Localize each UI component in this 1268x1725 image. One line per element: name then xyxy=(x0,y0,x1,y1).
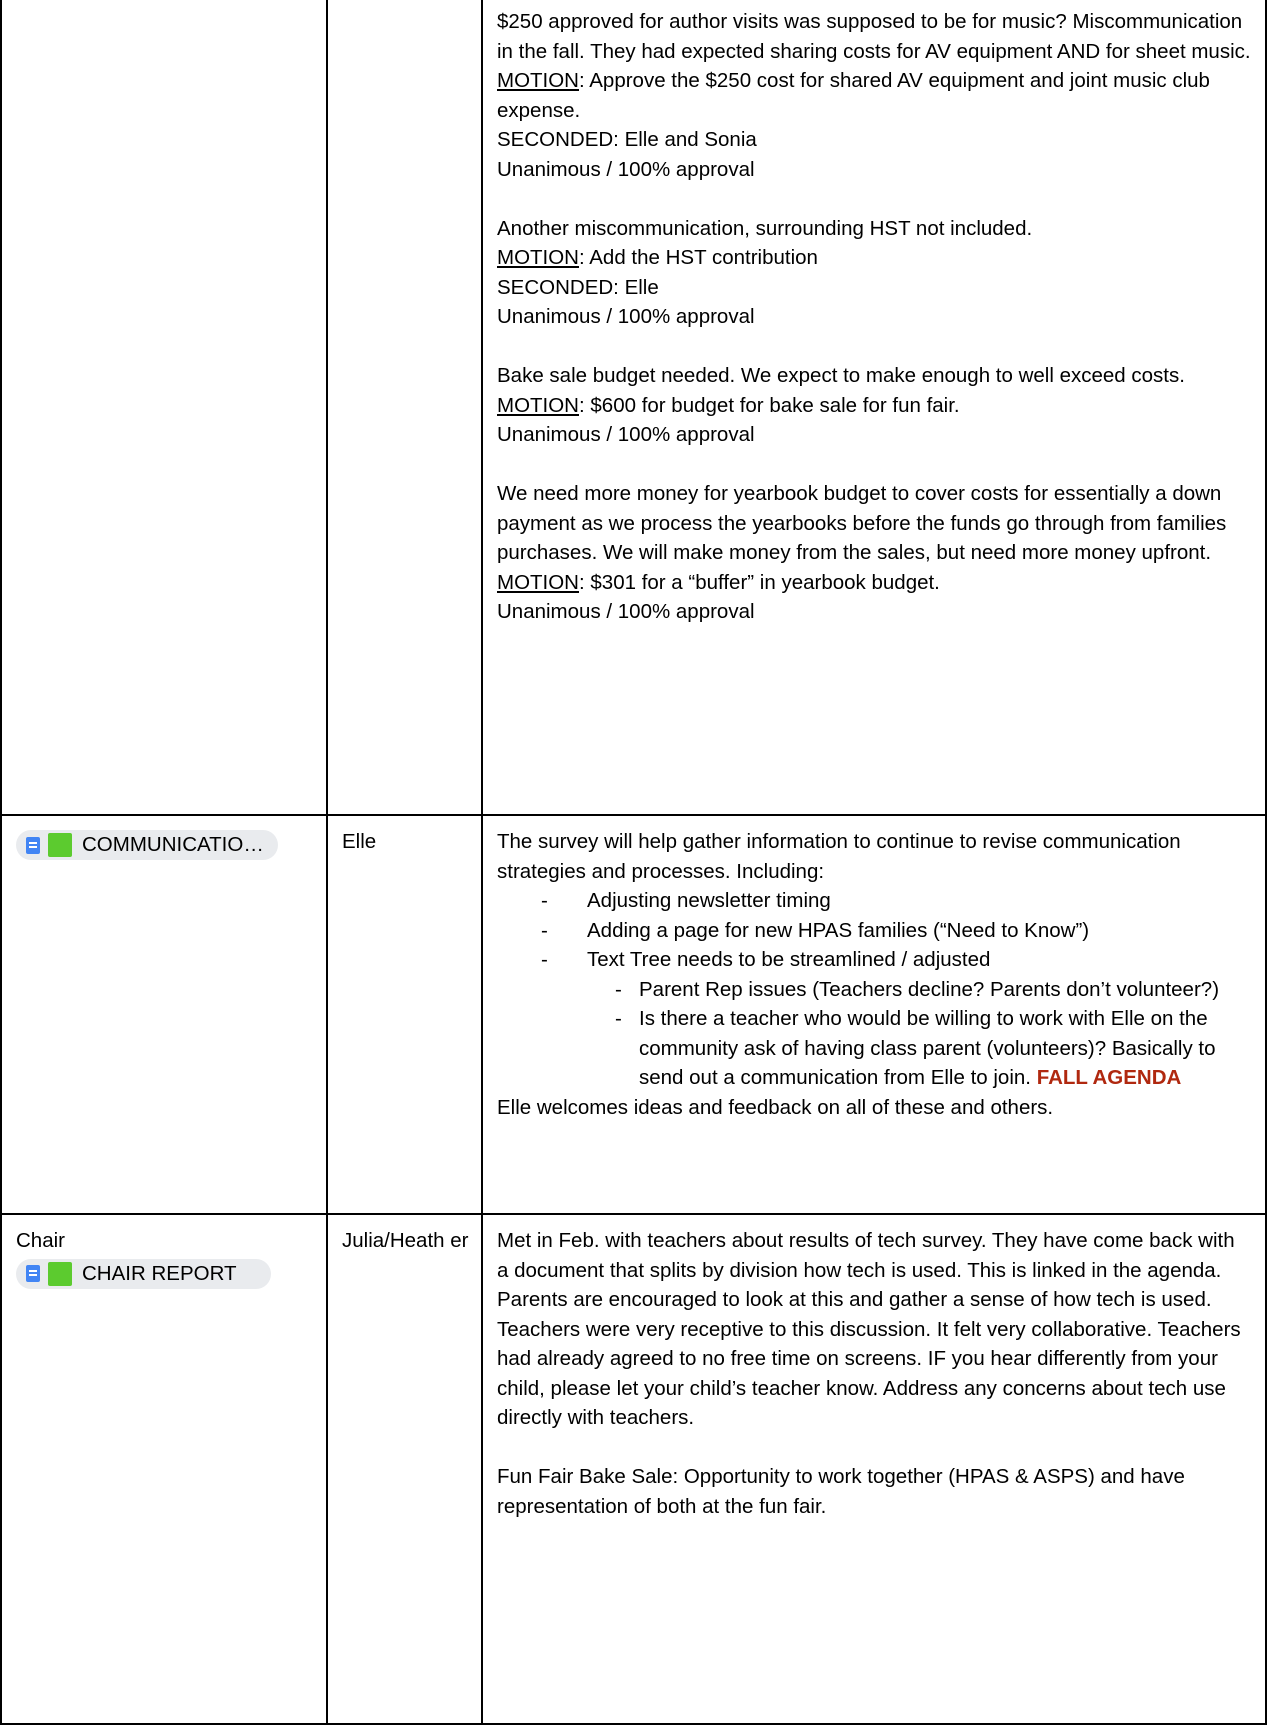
motion-label: MOTION xyxy=(497,570,579,594)
paragraph: Elle welcomes ideas and feedback on all of these and others. xyxy=(497,1095,1054,1119)
motion-line: MOTION: $600 for budget for bake sale for fun fair. xyxy=(497,393,960,417)
chip-label: COMMUNICATIO… xyxy=(82,833,264,857)
topic-label: Chair xyxy=(16,1229,65,1252)
presenter-name: Julia/Heath er xyxy=(342,1229,469,1252)
motion-label: MOTION xyxy=(497,393,579,417)
result-line: Unanimous / 100% approval xyxy=(497,305,755,328)
presenter-cell xyxy=(327,0,482,815)
topic-cell xyxy=(1,1214,327,1724)
seconded-line: SECONDED: Elle xyxy=(497,275,659,299)
list-item: - Text Tree needs to be streamlined / adjusted xyxy=(541,948,991,971)
presenter-cell xyxy=(327,1214,482,1724)
paragraph: Bake sale budget needed. We expect to make enough to well exceed costs. xyxy=(497,364,1185,387)
doc-icon xyxy=(26,837,40,854)
topic-cell xyxy=(1,0,327,815)
seconded-line: SECONDED: Elle and Sonia xyxy=(497,128,757,151)
presenter-cell xyxy=(327,815,482,1214)
result-line: Unanimous / 100% approval xyxy=(497,423,755,446)
table-row xyxy=(1,0,1266,815)
presenter-name: Elle xyxy=(342,830,377,853)
green-square-icon xyxy=(48,1262,72,1286)
communications-doc-chip[interactable] xyxy=(16,830,278,860)
list-item: - Adjusting newsletter timing xyxy=(541,889,831,912)
paragraph: Fun Fair Bake Sale: Opportunity to work together (HPAS & ASPS) and have representation of both at the fun fair. xyxy=(497,1465,1185,1518)
motion-line: MOTION: Approve the $250 cost for shared AV equipment and joint music club expense. xyxy=(497,69,1210,122)
green-square-icon xyxy=(48,833,72,857)
motion-line: MOTION: $301 for a “buffer” in yearbook budget. xyxy=(497,570,940,594)
table-row xyxy=(1,815,1266,1214)
motion-label: MOTION xyxy=(497,246,579,269)
topic-cell xyxy=(1,815,327,1214)
paragraph: The survey will help gather information to continue to revise communication strategies and processes. Including: xyxy=(497,830,1181,883)
sub-list-item: - Is there a teacher who would be willing to work with Elle on the community ask of having class parent (volunteers)? Basically to send out a communication from Elle to join. FALL AGENDA xyxy=(615,1007,1216,1089)
chair-report-doc-chip[interactable] xyxy=(16,1259,271,1289)
doc-icon xyxy=(26,1265,40,1282)
paragraph: Another miscommunication, surrounding HST not included. xyxy=(497,216,1033,240)
paragraph: $250 approved for author visits was supposed to be for music? Miscommunication in the fall. They had expected sharing costs for AV equipment AND for sheet music. xyxy=(497,10,1251,63)
notes-cell xyxy=(482,1214,1266,1724)
chip-label: CHAIR REPORT xyxy=(82,1261,237,1285)
motion-label: MOTION xyxy=(497,69,579,92)
sub-list-item: - Parent Rep issues (Teachers decline? Parents don’t volunteer?) xyxy=(615,977,1220,1001)
table-row xyxy=(1,1214,1266,1724)
motion-line: MOTION: Add the HST contribution xyxy=(497,246,818,269)
list-item: - Adding a page for new HPAS families (“Need to Know”) xyxy=(541,918,1090,942)
result-line: Unanimous / 100% approval xyxy=(497,157,755,181)
notes-cell xyxy=(482,815,1266,1214)
result-line: Unanimous / 100% approval xyxy=(497,600,755,623)
notes-cell xyxy=(482,0,1266,815)
paragraph: Met in Feb. with teachers about results of tech survey. They have come back with a document that splits by division how tech is used. This is linked in the agenda. Parents are encouraged to look at this and gather a sense of how tech is used. Teachers were very receptive to this discussion. It felt very collaborative. Teachers had already agreed to no free time on screens. IF you hear differently from your child, please let your child’s teacher know. Address any concerns about tech use directly with teachers. xyxy=(497,1229,1241,1429)
paragraph: We need more money for yearbook budget to cover costs for essentially a down payment as we process the yearbooks before the funds go through from families purchases. We will make money from the sales, but need more money upfront. xyxy=(497,482,1227,564)
fall-agenda-highlight: FALL AGENDA xyxy=(1036,1066,1182,1089)
